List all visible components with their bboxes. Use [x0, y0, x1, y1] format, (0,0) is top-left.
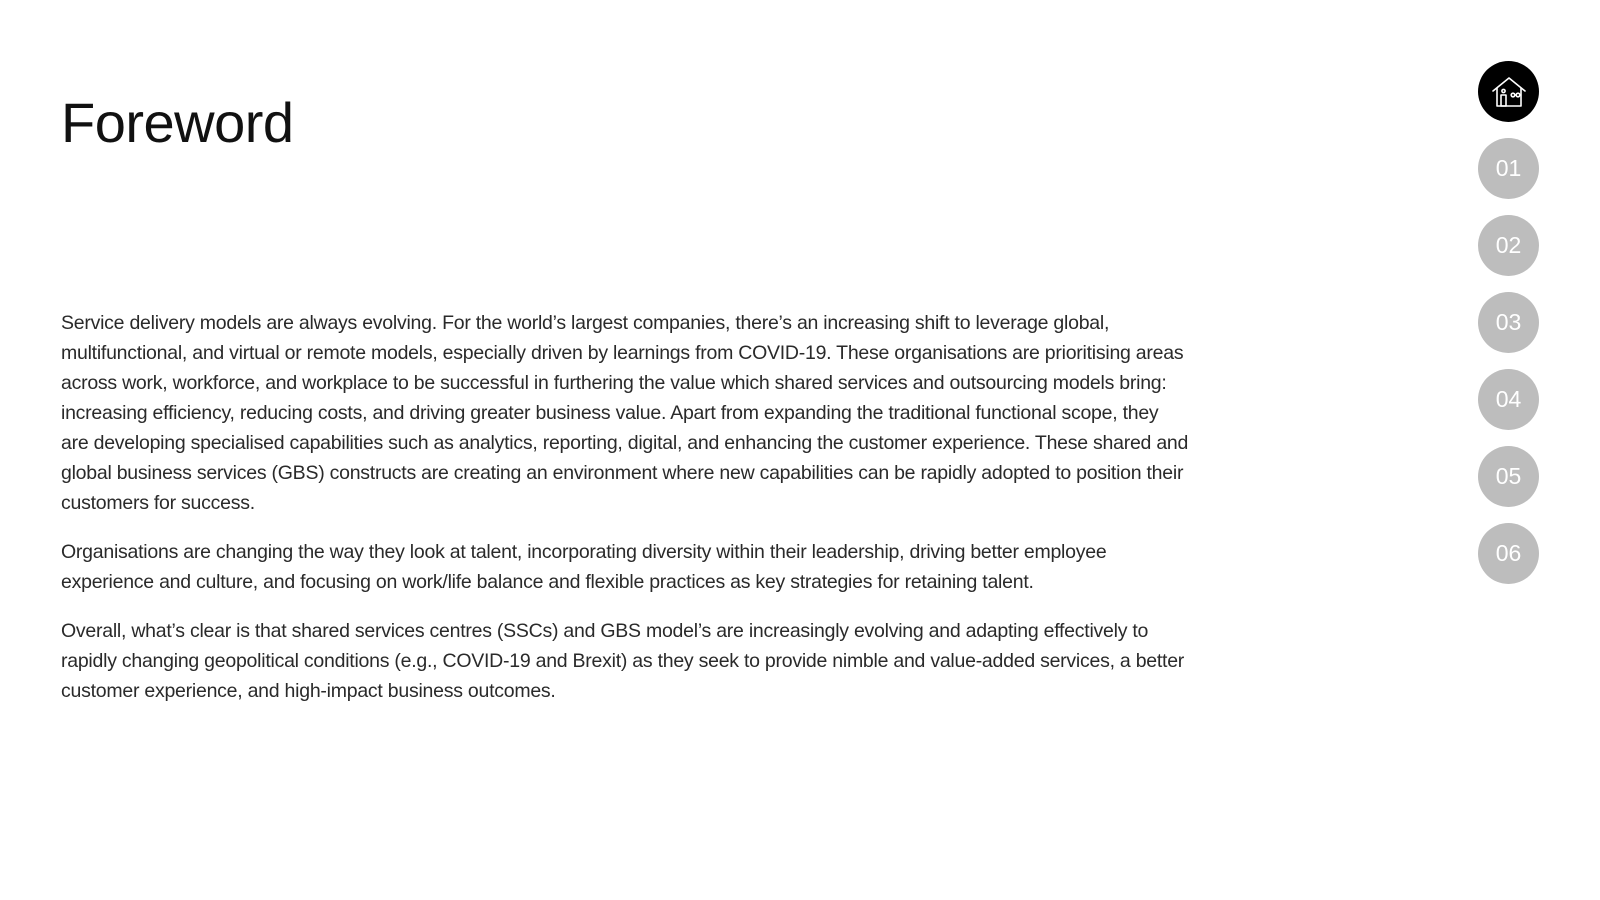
paragraph: Overall, what’s clear is that shared services centres (SSCs) and GBS model’s are increasingly evolving and adapting effectively to rapidly changing geopolitical conditions (e.g., COVID-19 and Brexit) as they seek to provide nimble and value-added services, a better customer experience, and high-impact business outcomes. [61, 620, 1185, 702]
nav-section-06[interactable]: 06 [1478, 523, 1539, 584]
home-icon [1491, 75, 1527, 109]
paragraph: Service delivery models are always evolving. For the world’s largest companies, there’s an increasing shift to leverage global, multifunctional, and virtual or remote models, especially driven by learnings from COVID-19. These organisations are prioritising areas across work, workforce, and workplace to be successful in furthering the value which shared services and outsourcing models bring: increasing efficiency, reducing costs, and driving greater business value. Apart from expanding the traditional functional scope, they are developing specialised capabilities such as analytics, reporting, digital, and enhancing the customer experience. These shared and global business services (GBS) constructs are creating an environment where new capabilities can be rapidly adopted to position their customers for success. [61, 312, 1189, 514]
paragraph: Organisations are changing the way they look at talent, incorporating diversity within their leadership, driving better employee experience and culture, and focusing on work/life balance and flexible practices as key strategies for retaining talent. [61, 541, 1107, 593]
section-nav [1478, 61, 1539, 600]
body-text [61, 308, 1191, 725]
page-title: Foreword [61, 91, 294, 154]
nav-section-04[interactable]: 04 [1478, 369, 1539, 430]
nav-section-03[interactable]: 03 [1478, 292, 1539, 353]
nav-section-01[interactable]: 01 [1478, 138, 1539, 199]
nav-section-02[interactable]: 02 [1478, 215, 1539, 276]
nav-section-05[interactable]: 05 [1478, 446, 1539, 507]
home-button[interactable] [1478, 61, 1539, 122]
